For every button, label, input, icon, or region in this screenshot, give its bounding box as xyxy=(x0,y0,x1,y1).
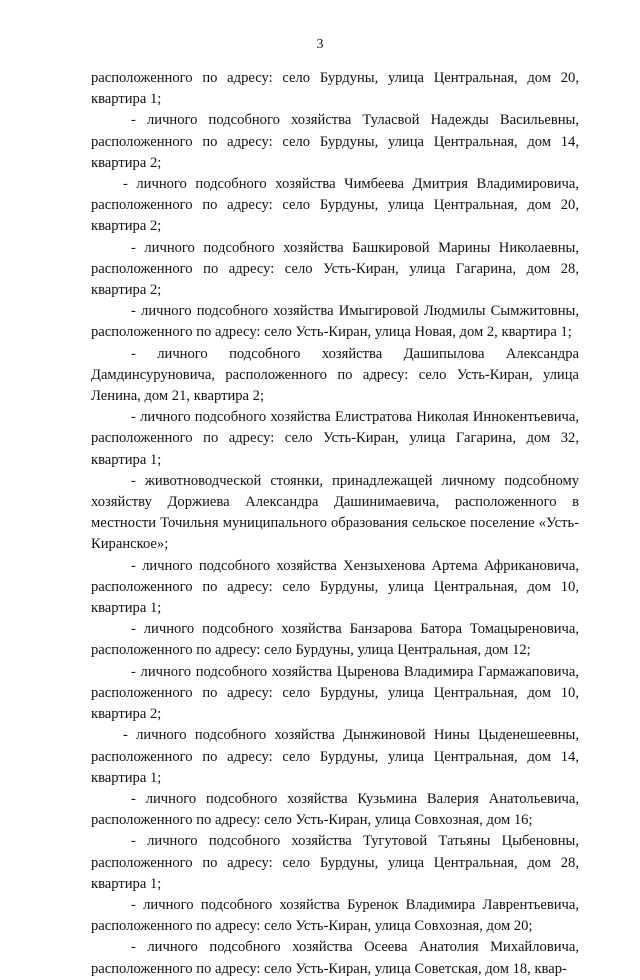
body-text xyxy=(91,68,579,980)
paragraph: - личного подсобного хозяйства Имыгировой Людмилы Сымжитовны, расположенного по адресу: село Усть-Киран, улица Новая, дом 2, квартира 1; xyxy=(91,303,579,341)
paragraph: - личного подсобного хозяйства Чимбеева Дмитрия Владимировича, расположенного по адресу: село Бурдуны, улица Центральная, дом 20, квартира 2; xyxy=(91,176,579,235)
paragraph: - животноводческой стоянки, принадлежащей личному подсобному хозяйству Доржиева Александра Дашинимаевича, расположенного в местности Точильня муниципального образования сельское поселение «Усть-Киранское»; xyxy=(91,472,579,553)
paragraph: - личного подсобного хозяйства Банзарова Батора Томацыреновича, расположенного по адресу: село Бурдуны, улица Центральная, дом 12; xyxy=(91,621,579,659)
paragraph: - личного подсобного хозяйства Башкировой Марины Николаевны, расположенного по адресу: село Усть-Киран, улица Гагарина, дом 28, квартира 2; xyxy=(91,239,579,299)
paragraph: - личного подсобного хозяйства Осеева Анатолия Михайловича, расположенного по адресу: село Усть-Киран, улица Советская, дом 18, квар- xyxy=(91,939,579,977)
paragraph: - личного подсобного хозяйства Цыренова Владимира Гармажаповича, расположенного по адресу: село Бурдуны, улица Центральная, дом 10, квартира 2; xyxy=(91,663,579,723)
paragraph: - личного подсобного хозяйства Туласвой Надежды Васильевны, расположенного по адресу: село Бурдуны, улица Центральная, дом 14, квартира 2; xyxy=(91,112,579,171)
paragraph: - личного подсобного хозяйства Кузьмина Валерия Анатольевича, расположенного по адресу: село Усть-Киран, улица Совхозная, дом 16; xyxy=(91,790,579,829)
paragraph: расположенного по адресу: село Бурдуны, улица Центральная, дом 20, квартира 1; xyxy=(91,70,579,108)
page-number: 3 xyxy=(316,37,324,52)
paragraph: - личного подсобного хозяйства Тугутовой Татьяны Цыбеновны, расположенного по адресу: село Бурдуны, улица Центральная, дом 28, квартира 1; xyxy=(91,833,579,892)
paragraph: - личного подсобного хозяйства Дынжиновой Нины Цыденешеевны, расположенного по адресу: село Бурдуны, улица Центральная, дом 14, квартира 1; xyxy=(91,727,579,786)
paragraph: - личного подсобного хозяйства Елистратова Николая Иннокентьевича, расположенного по адресу: село Усть-Киран, улица Гагарина, дом 32, квартира 1; xyxy=(91,409,579,468)
paragraph: - личного подсобного хозяйства Буренок Владимира Лаврентьевича, расположенного по адресу: село Усть-Киран, улица Совхозная, дом 20; xyxy=(91,896,579,935)
paragraph: - личного подсобного хозяйства Хензыхенова Артема Африкановича, расположенного по адресу: село Бурдуны, улица Центральная, дом 10, квартира 1; xyxy=(91,557,579,617)
paragraph: - личного подсобного хозяйства Дашипылова Александра Дамдинсуруновича, расположенного по адресу: село Усть-Киран, улица Ленина, дом 21, квартира 2; xyxy=(91,345,579,405)
